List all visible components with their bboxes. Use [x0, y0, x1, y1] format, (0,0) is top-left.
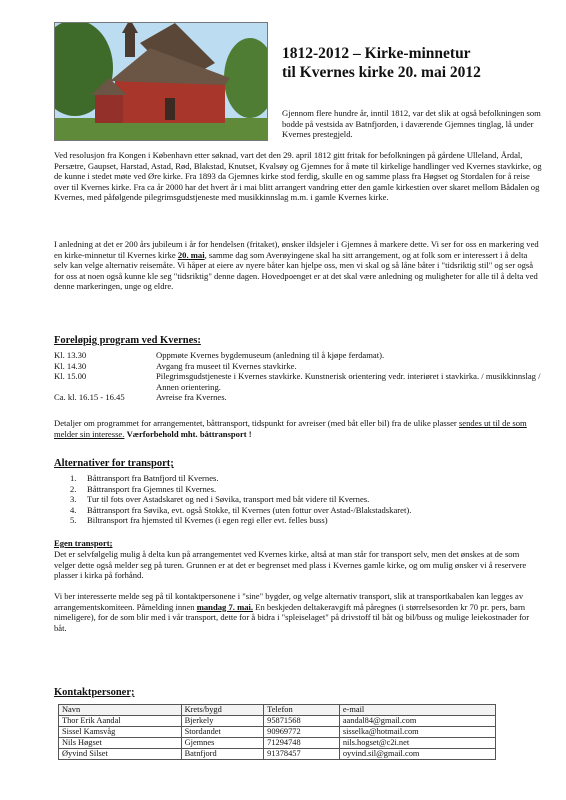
contact-name: Øyvind Silset: [59, 749, 182, 760]
transport-heading: Alternativer for transport;: [54, 458, 174, 469]
table-header-row: [59, 705, 496, 716]
list-item: [70, 494, 540, 505]
church-illustration: [55, 23, 267, 140]
program-time: Ca. kl. 16.15 - 16.45: [54, 392, 125, 403]
jubilee-paragraph: [54, 239, 542, 292]
program-row: [54, 350, 542, 361]
contacts-heading: Kontaktpersoner;: [54, 687, 135, 698]
contact-phone: 91378457: [264, 749, 340, 760]
list-text: Båttransport fra Gjemnes til Kvernes.: [87, 483, 217, 494]
column-header: Navn: [59, 705, 182, 716]
contact-name: Sissel Kamsvåg: [59, 727, 182, 738]
contact-phone: 90969772: [264, 727, 340, 738]
intro-paragraph-1: Gjennom flere hundre år, inntil 1812, var det slik at også befolkningen som bodde på vestsida av Batnfjorden, i daværende Gjemnes tinglag, lå under Kvernes prestegjeld.: [282, 108, 541, 140]
program-list: [54, 350, 542, 403]
list-item: [70, 484, 540, 495]
program-time: Kl. 15.00: [54, 371, 87, 382]
intro-paragraph-2: Ved resolusjon fra Kongen i København etter søknad, vart det den 29. april 1812 gitt fritak for befolkningen på gårdene Ulleland, Årdal, Persætre, Gaupset, Harstad, Astad, Rød, Blakstad, Knutset, Kvalsøy og Gjemnes for å møte til kirkelige handlinger ved Kvernes stavkirke, og de kunne i stedet møte ved Øre kirke. Fra 1893 da Gjemnes kirke stod ferdig, skulle en og samme plass fra Høgset og Stordalen for å reise over til Kvernes kirke. Fra ca år 2000 har det hvert år i mai blitt arrangert vandring etter den gamle kirkestien over skaret mellom Bådalen og Kvernes, med påfølgende pilegrimsgudstjeneste med musikkinnslag m.m. i gamle Kvernes kirke.: [54, 150, 542, 203]
jubilee-text-b: , samme dag som Averøyingene skal ha sitt arrangement, og at folk som er interessert i å delta selv kan velge alternativ reisemåte. Vi håper at eiere av nyere båter kan hjelpe oss, men vi skal og så låne båter i "tidsriktig stil" og ser også for oss at noen også kunne kle seg "tidsriktig" denne dagen. Hovedpoenget er at det skal være anledning og muligheter for alle til å delta ved denne markeringen, unge og eldre.: [54, 249, 538, 292]
own-transport-heading: Egen transport;: [54, 538, 113, 548]
contact-phone: 71294748: [264, 738, 340, 749]
program-time: Kl. 14.30: [54, 360, 87, 371]
contact-name: Nils Høgset: [59, 738, 182, 749]
church-photo: [54, 22, 268, 141]
contact-phone: 95871568: [264, 716, 340, 727]
contact-email[interactable]: aandal84@gmail.com: [339, 716, 495, 727]
title-line-1: 1812-2012 – Kirke-minnetur: [282, 45, 471, 62]
program-desc: Avgang fra museet til Kvernes stavkirke.: [156, 360, 297, 371]
table-row: [59, 727, 496, 738]
program-row: [54, 392, 542, 403]
contact-email[interactable]: oyvind.sil@gmail.com: [339, 749, 495, 760]
list-item: [70, 473, 540, 484]
title-line-2: til Kvernes kirke 20. mai 2012: [282, 64, 481, 81]
list-number: 5.: [70, 515, 77, 526]
list-number: 2.: [70, 483, 77, 494]
list-text: Biltransport fra hjemsted til Kvernes (i egen regi eller evt. felles buss): [87, 515, 328, 526]
column-header: e-mail: [339, 705, 495, 716]
program-row: [54, 371, 542, 392]
weather-disclaimer: Værforbehold mht. båttransport !: [126, 428, 252, 439]
own-transport-text: Det er selvfølgelig mulig å delta kun på arrangementet ved Kvernes kirke, altså at man står for transport selv, men det ønskes at de som velger dette også melder seg på turen. Grunnen er at det er begrenset med plass i Kvernes gamle kirke, og om mulig ønsker vi å reservere plasser i kirka på forhånd.: [54, 549, 527, 581]
registration-deadline: mandag 7. mai.: [196, 601, 254, 612]
registration-text: [54, 591, 542, 633]
table-row: [59, 738, 496, 749]
program-row: [54, 361, 542, 372]
contact-name: Thor Erik Aandal: [59, 716, 182, 727]
column-header: Krets/bygd: [181, 705, 264, 716]
list-item: [70, 505, 540, 516]
document-title: [282, 44, 552, 82]
registration-text-a: Vi ber interesserte melde seg på til kontaktpersonene i "sine" bygder, og velge alternativ transport, slik at transportkabalen kan legges av arrangementskomiteen. Påmelding innen: [54, 591, 524, 612]
column-header: Telefon: [264, 705, 340, 716]
contact-area: Gjemnes: [181, 738, 264, 749]
list-number: 1.: [70, 473, 77, 483]
registration-text-b: En beskjeden deltakeravgift må påregnes (i størrelsesorden kr 70 pr. pers, barn nimeligere), for de som blir med i vår transport, dette for å bidra i "spleiselaget" på drivstoff til båt og bil/buss og mulige leiekostnader for båt.: [54, 601, 530, 633]
transport-list: [70, 473, 540, 526]
program-detail-text: Detaljer om programmet for arrangementet, båttransport, tidspunkt for avreiser (med båt eller bil) fra de ulike plasser: [54, 418, 459, 428]
list-number: 3.: [70, 494, 77, 505]
event-date: 20. mai: [177, 249, 205, 260]
program-detail: [54, 418, 542, 439]
contact-email[interactable]: nils.hogset@c2i.net: [339, 738, 495, 749]
list-text: Tur til fots over Astadskaret og ned i Søvika, transport med båt videre til Kvernes.: [87, 494, 370, 505]
list-number: 4.: [70, 504, 77, 515]
list-text: Båttransport fra Søvika, evt. også Stokke, til Kvernes (uten fottur over Astad-/Blakstadskaret).: [87, 504, 412, 515]
program-desc: Avreise fra Kvernes.: [156, 392, 227, 403]
contact-area: Bjerkely: [181, 716, 264, 727]
contact-email[interactable]: sisselka@hotmail.com: [339, 727, 495, 738]
program-time: Kl. 13.30: [54, 350, 87, 360]
jubilee-text-a: I anledning at det er 200 års jubileum i år for hendelsen (fritaket), ønsker ildsjeler i Gjemnes å markere dette. Vi ser for oss en markering ved en kirke-minnetur til Kvernes kirke: [54, 239, 539, 260]
contact-area: Stordandet: [181, 727, 264, 738]
list-item: [70, 515, 540, 526]
program-desc: Oppmøte Kvernes bygdemuseum (anledning til å kjøpe ferdamat).: [156, 350, 385, 360]
table-row: [59, 749, 496, 760]
program-heading: Foreløpig program ved Kvernes:: [54, 335, 201, 346]
program-desc: Pilegrimsgudstjeneste i Kvernes stavkirke. Kunstnerisk orientering vedr. interiøret i stavkirka. / musikkinnslag / Annen orientering.: [156, 371, 541, 392]
contact-area: Batnfjord: [181, 749, 264, 760]
table-row: [59, 716, 496, 727]
program-detail-underlined: sendes ut til de som melder sin interesse.: [54, 418, 527, 439]
contacts-table: [58, 704, 496, 760]
list-text: Båttransport fra Batnfjord til Kvernes.: [87, 473, 219, 483]
